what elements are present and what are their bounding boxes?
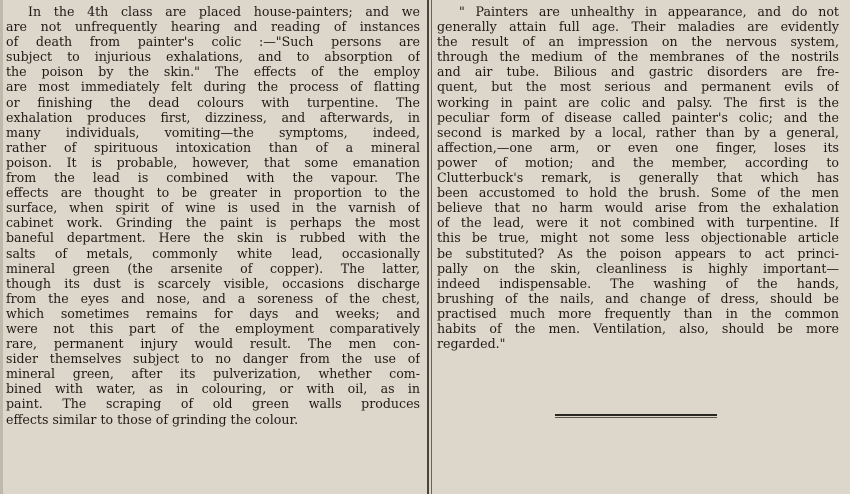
right-line-21: practised much more frequently than in the common [437, 305, 839, 321]
right-line-8: peculiar form of disease called painter's colic; and the [437, 109, 839, 125]
left-line-18: mineral green (the arsenite of copper). The latter, [6, 260, 420, 276]
left-line-17: salts of metals, commonly white lead, occasionally [6, 245, 420, 261]
section-end-rule [555, 414, 717, 416]
right-line-1: " Painters are unhealthy in appearance, and do not [459, 4, 839, 19]
left-line-5: the poison by the skin." The effects of the employ [6, 64, 420, 80]
left-line-11: poison. It is probable, however, that some emanation [6, 154, 420, 170]
right-line-18: pally on the skin, cleanliness is highly important— [437, 260, 839, 276]
left-line-3: of death from painter's colic :—"Such persons are [6, 34, 420, 50]
left-line-12: from the lead is combined with the vapour. The [6, 170, 420, 186]
left-line-23: rare, permanent injury would result. The men con- [6, 336, 420, 352]
right-line-6: quent, but the most serious and permanent evils of [437, 79, 839, 95]
right-line-5: and air tube. Bilious and gastric disorders are fre- [437, 64, 839, 80]
left-line-9: many individuals, vomiting—the symptoms, indeed, [6, 124, 420, 140]
left-line-24: sider themselves subject to no danger from the use of [6, 351, 420, 367]
left-line-28: effects similar to those of grinding the colour. [6, 411, 299, 427]
right-line-14: believe that no harm would arise from the exhalation [437, 200, 839, 216]
left-line-26: bined with water, as in colouring, or with oil, as in [6, 381, 420, 397]
right-line-16: this be true, might not some less objectionable article [437, 230, 839, 246]
column-divider-rule [427, 0, 429, 494]
right-line-19: indeed indispensable. The washing of the hands, [437, 275, 839, 291]
left-line-7: or finishing the dead colours with turpentine. The [6, 94, 420, 110]
right-line-3: the result of an impression on the nervous system, [437, 34, 839, 50]
right-column [437, 4, 839, 351]
left-line-6: are most immediately felt during the process of flatting [6, 79, 420, 95]
left-line-16: baneful department. Here the skin is rubbed with the [6, 230, 420, 246]
right-line-12: Clutterbuck's remark, is generally that which has [437, 170, 839, 186]
right-line-2: generally attain full age. Their maladies are evidently [437, 19, 839, 35]
right-line-11: power of motion; and the member, according to [437, 154, 839, 170]
right-line-9: second is marked by a local, rather than by a general, [437, 124, 839, 140]
left-line-20: from the eyes and nose, and a soreness of the chest, [6, 290, 420, 306]
left-line-8: exhalation produces first, dizziness, and afterwards, in [6, 109, 420, 125]
right-line-15: of the lead, were it not combined with turpentine. If [437, 215, 839, 231]
left-line-4: subject to injurious exhalations, and to absorption of [6, 49, 420, 65]
left-line-19: though its dust is scarcely visible, occasions discharge [6, 275, 420, 291]
left-column [6, 4, 420, 427]
page-edge-shadow [0, 0, 3, 494]
right-line-10: affection,—one arm, or even one finger, loses its [437, 139, 839, 155]
left-line-10: rather of spirituous intoxication than of a mineral [6, 139, 420, 155]
right-line-23: regarded." [437, 336, 506, 352]
left-line-25: mineral green, after its pulverization, whether com- [6, 366, 420, 382]
right-line-13: been accustomed to hold the brush. Some of the men [437, 185, 839, 201]
left-line-27: paint. The scraping of old green walls produces [6, 396, 420, 412]
left-line-21: which sometimes remains for days and weeks; and [6, 305, 420, 321]
left-line-2: are not unfrequently hearing and reading of instances [6, 19, 420, 35]
right-line-17: be substituted? As the poison appears to act princi- [437, 245, 839, 261]
left-line-13: effects are thought to be greater in proportion to the [6, 185, 420, 201]
right-line-4: through the medium of the membranes of the nostrils [437, 49, 839, 65]
section-end-rule-thin [555, 417, 717, 418]
left-line-14: surface, when spirit of wine is used in the varnish of [6, 200, 420, 216]
left-line-1: In the 4th class are placed house-painters; and we [28, 4, 420, 19]
right-line-7: working in paint are colic and palsy. The first is the [437, 94, 839, 110]
right-line-22: habits of the men. Ventilation, also, should be more [437, 320, 839, 336]
column-divider-rule-inner [431, 0, 432, 494]
left-line-15: cabinet work. Grinding the paint is perhaps the most [6, 215, 420, 231]
right-line-20: brushing of the nails, and change of dress, should be [437, 290, 839, 306]
left-line-22: were not this part of the employment comparatively [6, 320, 420, 336]
